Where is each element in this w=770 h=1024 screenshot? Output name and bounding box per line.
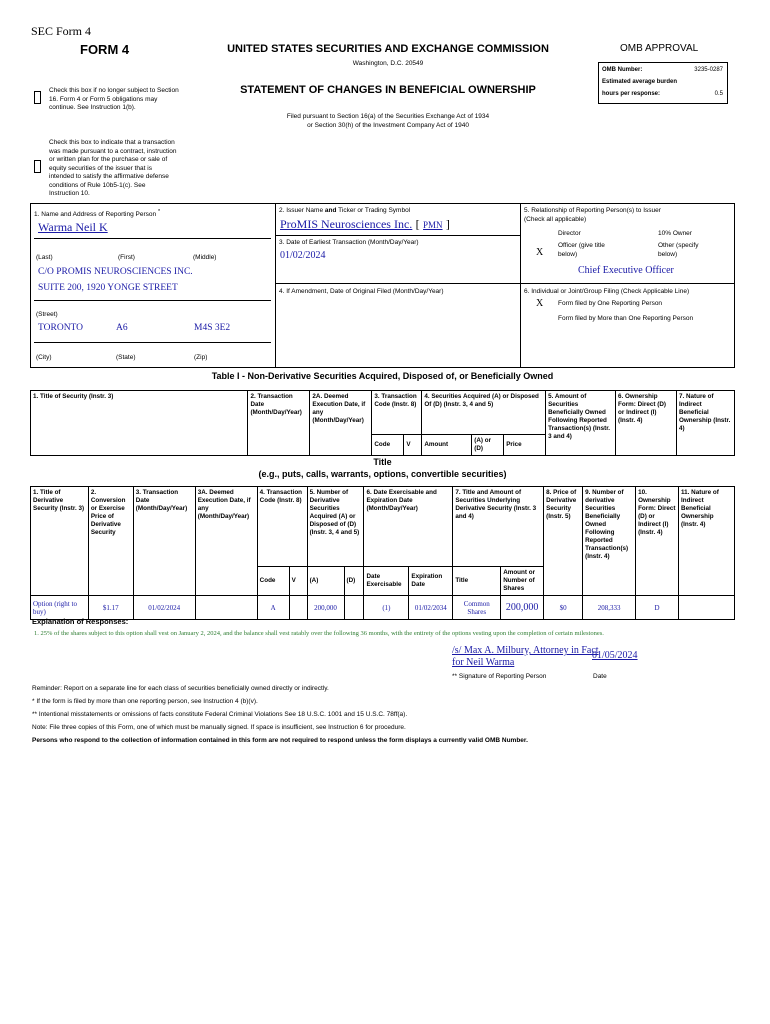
- box5-label: 5. Relationship of Reporting Person(s) to Issuer: [524, 207, 661, 214]
- ticker-bracket-close: ]: [445, 217, 450, 231]
- table-row: [31, 596, 735, 620]
- zip-value: M4S 3E2: [194, 323, 231, 333]
- footnote-3: Note: File three copies of this Form, one of which must be manually signed. If space is insufficient, see Instruction 6 for procedure.: [32, 724, 406, 731]
- filed-pursuant-2: or Section 30(h) of the Investment Company Act of 1940: [307, 122, 469, 129]
- omb-box: [598, 62, 728, 104]
- form-title: FORM 4: [80, 42, 130, 57]
- omb-hours-value: 0.5: [714, 91, 723, 97]
- row-form: D: [636, 596, 679, 620]
- issuer-name[interactable]: ProMIS Neurosciences Inc.: [280, 217, 413, 231]
- row-title: Common Shares: [453, 596, 501, 620]
- issuer-name-row: [280, 217, 450, 232]
- t2-date-ex: Date Exercisable: [364, 567, 409, 596]
- address-underline: [34, 300, 271, 301]
- row-p8: $0: [544, 596, 583, 620]
- reporting-person-name[interactable]: Warma Neil K: [38, 220, 108, 234]
- date-label: Date: [593, 673, 607, 680]
- box4-label: 4. If Amendment, Date of Original Filed (Month/Day/Year): [279, 288, 444, 295]
- omb-hours-label: hours per response:: [602, 91, 661, 97]
- t1-h5: 5. Amount of Securities Beneficially Owned Following Reported Transaction(s) (Instr. 3 and 4): [546, 391, 616, 456]
- table1: [30, 390, 735, 456]
- no-longer-subject-checkbox[interactable]: [34, 91, 41, 104]
- first-label: (First): [118, 254, 135, 261]
- middle-label: (Middle): [193, 254, 217, 261]
- t1-price: Price: [504, 435, 546, 456]
- table2: [30, 486, 735, 620]
- omb-number-value: 3235-0287: [694, 67, 723, 73]
- omb-approval-title: OMB APPROVAL: [620, 43, 699, 54]
- footnote-2: ** Intentional misstatements or omissions of facts constitute Federal Criminal Violations See 18 U.S.C. 1001 and 15 U.S.C. 78ff(a).: [32, 711, 408, 718]
- explanation-note-1: 1. 25% of the shares subject to this option shall vest on January 2, 2024, and the balance shall vest ratably over the following 36 months, with the entirety of the options vesting upon the completion of certain milestones.: [34, 630, 604, 637]
- row-d: [344, 596, 364, 620]
- row-security: Option (right to buy): [31, 596, 89, 620]
- signature-date: 01/05/2024: [592, 650, 638, 661]
- t1-code: Code: [372, 435, 404, 456]
- grid-line-1: [275, 235, 520, 236]
- t1-h2a: 2A. Deemed Execution Date, if any (Month/Day/Year): [310, 391, 372, 456]
- t2-title: Title: [453, 567, 501, 596]
- city-underline: [34, 342, 271, 343]
- row-date-ex: (1): [364, 596, 409, 620]
- t2-h3a: 3A. Deemed Execution Date, if any (Month/Day/Year): [195, 487, 257, 596]
- row-deemed: [195, 596, 257, 620]
- t1-h3: 3. Transaction Code (Instr. 8): [372, 391, 422, 435]
- address-line-1: C/O PROMIS NEUROSCIENCES INC.: [38, 267, 193, 277]
- city-value: TORONTO: [38, 323, 84, 333]
- filed-by-one-option[interactable]: Form filed by One Reporting Person: [558, 300, 663, 307]
- officer-mark: X: [536, 247, 544, 258]
- explanation-title: Explanation of Responses:: [32, 617, 129, 626]
- grid-line-2: [275, 283, 735, 284]
- t2-h9: 9. Number of derivative Securities Beneficially Owned Following Reported Transaction(s) (Instr. 4): [583, 487, 636, 596]
- ticker-symbol[interactable]: PMN: [423, 220, 443, 230]
- row-exp: 01/02/2034: [409, 596, 453, 620]
- t2-h8: 8. Price of Derivative Security (Instr. 5): [544, 487, 583, 596]
- t2-h5: 5. Number of Derivative Securities Acquired (A) or Disposed of (D) (Instr. 3, 4 and 5): [307, 487, 364, 567]
- omb-burden-label: Estimated average burden: [602, 79, 678, 85]
- row-code: A: [257, 596, 289, 620]
- table2-title: Title: [373, 457, 392, 467]
- table2-subtitle: (e.g., puts, calls, warrants, options, convertible securities): [258, 469, 507, 479]
- ticker-bracket-open: [: [415, 217, 420, 231]
- t1-h4: 4. Securities Acquired (A) or Disposed Of (D) (Instr. 3, 4 and 5): [422, 391, 546, 435]
- t1-h7: 7. Nature of Indirect Beneficial Ownership (Instr. 4): [676, 391, 734, 456]
- t2-h1: 1. Title of Derivative Security (Instr. 3): [31, 487, 89, 596]
- t2-h11: 11. Nature of Indirect Beneficial Ownership (Instr. 4): [679, 487, 735, 596]
- signature-text[interactable]: /s/ Max A. Milbury, Attorney in Fact for Neil Warma: [452, 645, 599, 668]
- t2-code: Code: [257, 567, 289, 596]
- filed-by-more-option[interactable]: Form filed by More than One Reporting Person: [558, 315, 694, 322]
- row-v: [289, 596, 307, 620]
- officer-option[interactable]: Officer (give title below): [558, 242, 605, 258]
- agency-location: Washington, D.C. 20549: [352, 60, 424, 67]
- state-value: A6: [116, 323, 128, 333]
- rule-10b5-text: Check this box to indicate that a transaction was made pursuant to a contract, instruction or written plan for the purchase or sale of equity securities of the issuer that is intended to satisfy the affirmative defense conditions of Rule 10b5-1(c). See Instruction 10.: [49, 139, 177, 197]
- signature-label: ** Signature of Reporting Person: [452, 673, 547, 680]
- row-amt: 200,000: [501, 596, 544, 620]
- table1-title: Table I - Non-Derivative Securities Acquired, Disposed of, or Beneficially Owned: [211, 371, 554, 381]
- t1-h2: 2. Transaction Date (Month/Day/Year): [248, 391, 310, 456]
- t2-amt: Amount or Number of Shares: [501, 567, 544, 596]
- t1-h6: 6. Ownership Form: Direct (D) or Indirect (I) (Instr. 4): [616, 391, 677, 456]
- row-nature: [679, 596, 735, 620]
- t2-a: (A): [307, 567, 344, 596]
- t2-h2: 2. Conversion or Exercise Price of Derivative Security: [88, 487, 133, 596]
- t1-v: V: [404, 435, 422, 456]
- box6-label: 6. Individual or Joint/Group Filing (Check Applicable Line): [524, 288, 690, 295]
- officer-title: Chief Executive Officer: [578, 265, 674, 276]
- footnote-4: Persons who respond to the collection of information contained in this form are not required to respond unless the form displays a currently valid OMB Number.: [32, 737, 528, 744]
- t1-h1: 1. Title of Security (Instr. 3): [31, 391, 248, 456]
- box2-label: 2. Issuer Name and Ticker or Trading Symbol: [279, 207, 411, 214]
- last-label: (Last): [36, 254, 53, 261]
- row-a: 200,000: [307, 596, 344, 620]
- reminder-text: Reminder: Report on a separate line for each class of securities beneficially owned directly or indirectly.: [32, 685, 329, 692]
- other-option[interactable]: Other (specify below): [658, 242, 699, 258]
- name-underline: [34, 238, 271, 239]
- box5-sub: (Check all applicable): [524, 216, 587, 223]
- no-longer-subject-text: Check this box if no longer subject to Section 16. Form 4 or Form 5 obligations may continue. See Instruction 1(b).: [49, 87, 179, 111]
- t2-h3: 3. Transaction Date (Month/Day/Year): [133, 487, 195, 596]
- t2-h10: 10. Ownership Form: Direct (D) or Indirect (I) (Instr. 4): [636, 487, 679, 596]
- statement-title: STATEMENT OF CHANGES IN BENEFICIAL OWNERSHIP: [240, 84, 536, 96]
- t2-h4: 4. Transaction Code (Instr. 8): [257, 487, 307, 567]
- t2-h7: 7. Title and Amount of Securities Underlying Derivative Security (Instr. 3 and 4): [453, 487, 544, 567]
- doc-label: SEC Form 4: [31, 24, 92, 38]
- street-label: (Street): [36, 311, 58, 318]
- row-owned: 208,333: [583, 596, 636, 620]
- director-option[interactable]: Director: [558, 230, 581, 237]
- ten-percent-owner-option[interactable]: 10% Owner: [658, 230, 692, 237]
- state-label: (State): [116, 354, 136, 361]
- footnote-1: * If the form is filed by more than one reporting person, see Instruction 4 (b)(v).: [32, 698, 258, 705]
- omb-number-label: OMB Number:: [602, 67, 643, 73]
- filed-pursuant: Filed pursuant to Section 16(a) of the Securities Exchange Act of 1934: [286, 113, 490, 120]
- t2-v: V: [289, 567, 307, 596]
- box1-label: 1. Name and Address of Reporting Person *: [34, 209, 161, 219]
- rule-10b5-checkbox[interactable]: [34, 160, 41, 173]
- row-date: 01/02/2024: [133, 596, 195, 620]
- city-label: (City): [36, 354, 52, 361]
- grid-divider-2: [520, 203, 521, 368]
- t1-amount: Amount: [422, 435, 472, 456]
- box3-label: 3. Date of Earliest Transaction (Month/Day/Year): [279, 239, 419, 246]
- address-line-2: SUITE 200, 1920 YONGE STREET: [38, 283, 178, 293]
- t2-exp: Expiration Date: [409, 567, 453, 596]
- earliest-transaction-date: 01/02/2024: [280, 250, 326, 261]
- t2-h6: 6. Date Exercisable and Expiration Date (Month/Day/Year): [364, 487, 453, 567]
- zip-label: (Zip): [194, 354, 208, 361]
- t1-aord: (A) or (D): [472, 435, 504, 456]
- grid-divider-1: [275, 203, 276, 368]
- t2-d: (D): [344, 567, 364, 596]
- row-price: $1.17: [88, 596, 133, 620]
- filing-mark: X: [536, 298, 544, 309]
- agency-title: UNITED STATES SECURITIES AND EXCHANGE COMMISSION: [227, 43, 549, 55]
